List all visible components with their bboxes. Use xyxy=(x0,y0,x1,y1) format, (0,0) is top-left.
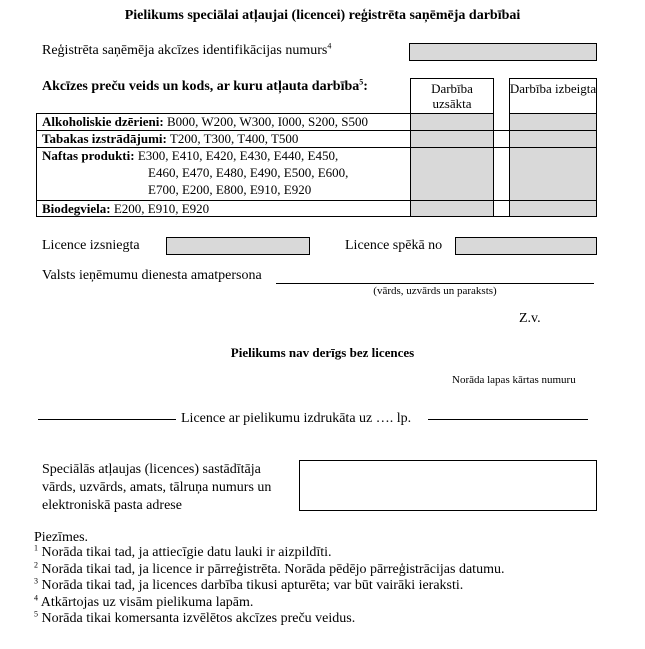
licence-valid-field[interactable] xyxy=(455,237,597,255)
goods-row: Tabakas izstrādājumi: T200, T300, T400, T500 xyxy=(42,131,299,146)
note-item: $^4$ Atkārtojas uz visām pielikuma lapām. xyxy=(34,593,254,610)
col-started-label: Darbība uzsākta xyxy=(431,81,473,111)
licence-valid-label: Licence spēkā no xyxy=(345,238,443,253)
notes-heading: Piezīmes. xyxy=(34,530,89,545)
page-number-note: Norāda lapas kārtas numuru xyxy=(452,374,576,386)
licence-issued-field[interactable] xyxy=(166,237,310,255)
signature-caption: (vārds, uzvārds un paraksts) xyxy=(373,285,497,297)
signature-line[interactable] xyxy=(276,283,594,284)
footnote-ref: 4 xyxy=(327,41,332,51)
note-item: $^5$ Norāda tikai komersanta izvēlētos akcīzes preču veidus. xyxy=(34,609,356,627)
stopped-cells[interactable] xyxy=(509,113,597,217)
goods-row: Biodegviela: E200, E910, E920 xyxy=(42,201,210,216)
compiler-field[interactable] xyxy=(299,460,597,511)
licence-issued-label: Licence izsniegta xyxy=(42,238,140,253)
printed-on-text: Licence ar pielikumu izdrukāta uz …. lp. xyxy=(181,411,412,426)
started-cells[interactable] xyxy=(410,113,494,217)
official-label: Valsts ieņēmumu dienesta amatpersona xyxy=(42,268,262,283)
compiler-label: Speciālās atļaujas (licences) sastādītāja vārds, uzvārds, amats, tālruņa numurs un elektroniskā pasta adrese xyxy=(42,462,272,513)
note-item: $^3$ Norāda tikai tad, ja licences darbība tikusi apturēta; var būt vairāki ieraksti. xyxy=(34,576,464,594)
notes-list xyxy=(34,545,504,628)
not-valid-notice: Pielikums nav derīgs bez licences xyxy=(230,345,415,360)
goods-row-cont: E700, E200, E800, E910, E920 xyxy=(148,182,312,197)
excise-id-label: Reģistrēta saņēmēja akcīzes identifikācijas numurs$^4$ xyxy=(42,41,332,58)
note-item: $^1$ Norāda tikai tad, ja attiecīgie datu lauki ir aizpildīti. xyxy=(34,543,332,560)
goods-table-header: Akcīzes preču veids un kods, ar kuru atļauta darbība$^5$: xyxy=(42,77,368,94)
page-title: Pielikums speciālai atļaujai (licencei) reģistrēta saņēmēja darbībai xyxy=(124,8,521,23)
stamp-label: Z.v. xyxy=(519,311,541,326)
goods-row: Naftas produkti: E300, E410, E420, E430, E440, E450, xyxy=(42,148,339,163)
goods-row: Alkoholiskie dzērieni: B000, W200, W300, I000, S200, S500 xyxy=(42,114,368,129)
col-stopped-label: Darbība izbeigta xyxy=(509,81,597,96)
note-item: $^2$ Norāda tikai tad, ja licence ir pārreģistrēta. Norāda pēdējo pārreģistrācijas datumu. xyxy=(34,559,505,577)
excise-id-field[interactable] xyxy=(409,43,597,61)
goods-row-cont: E460, E470, E480, E490, E500, E600, xyxy=(148,165,349,180)
